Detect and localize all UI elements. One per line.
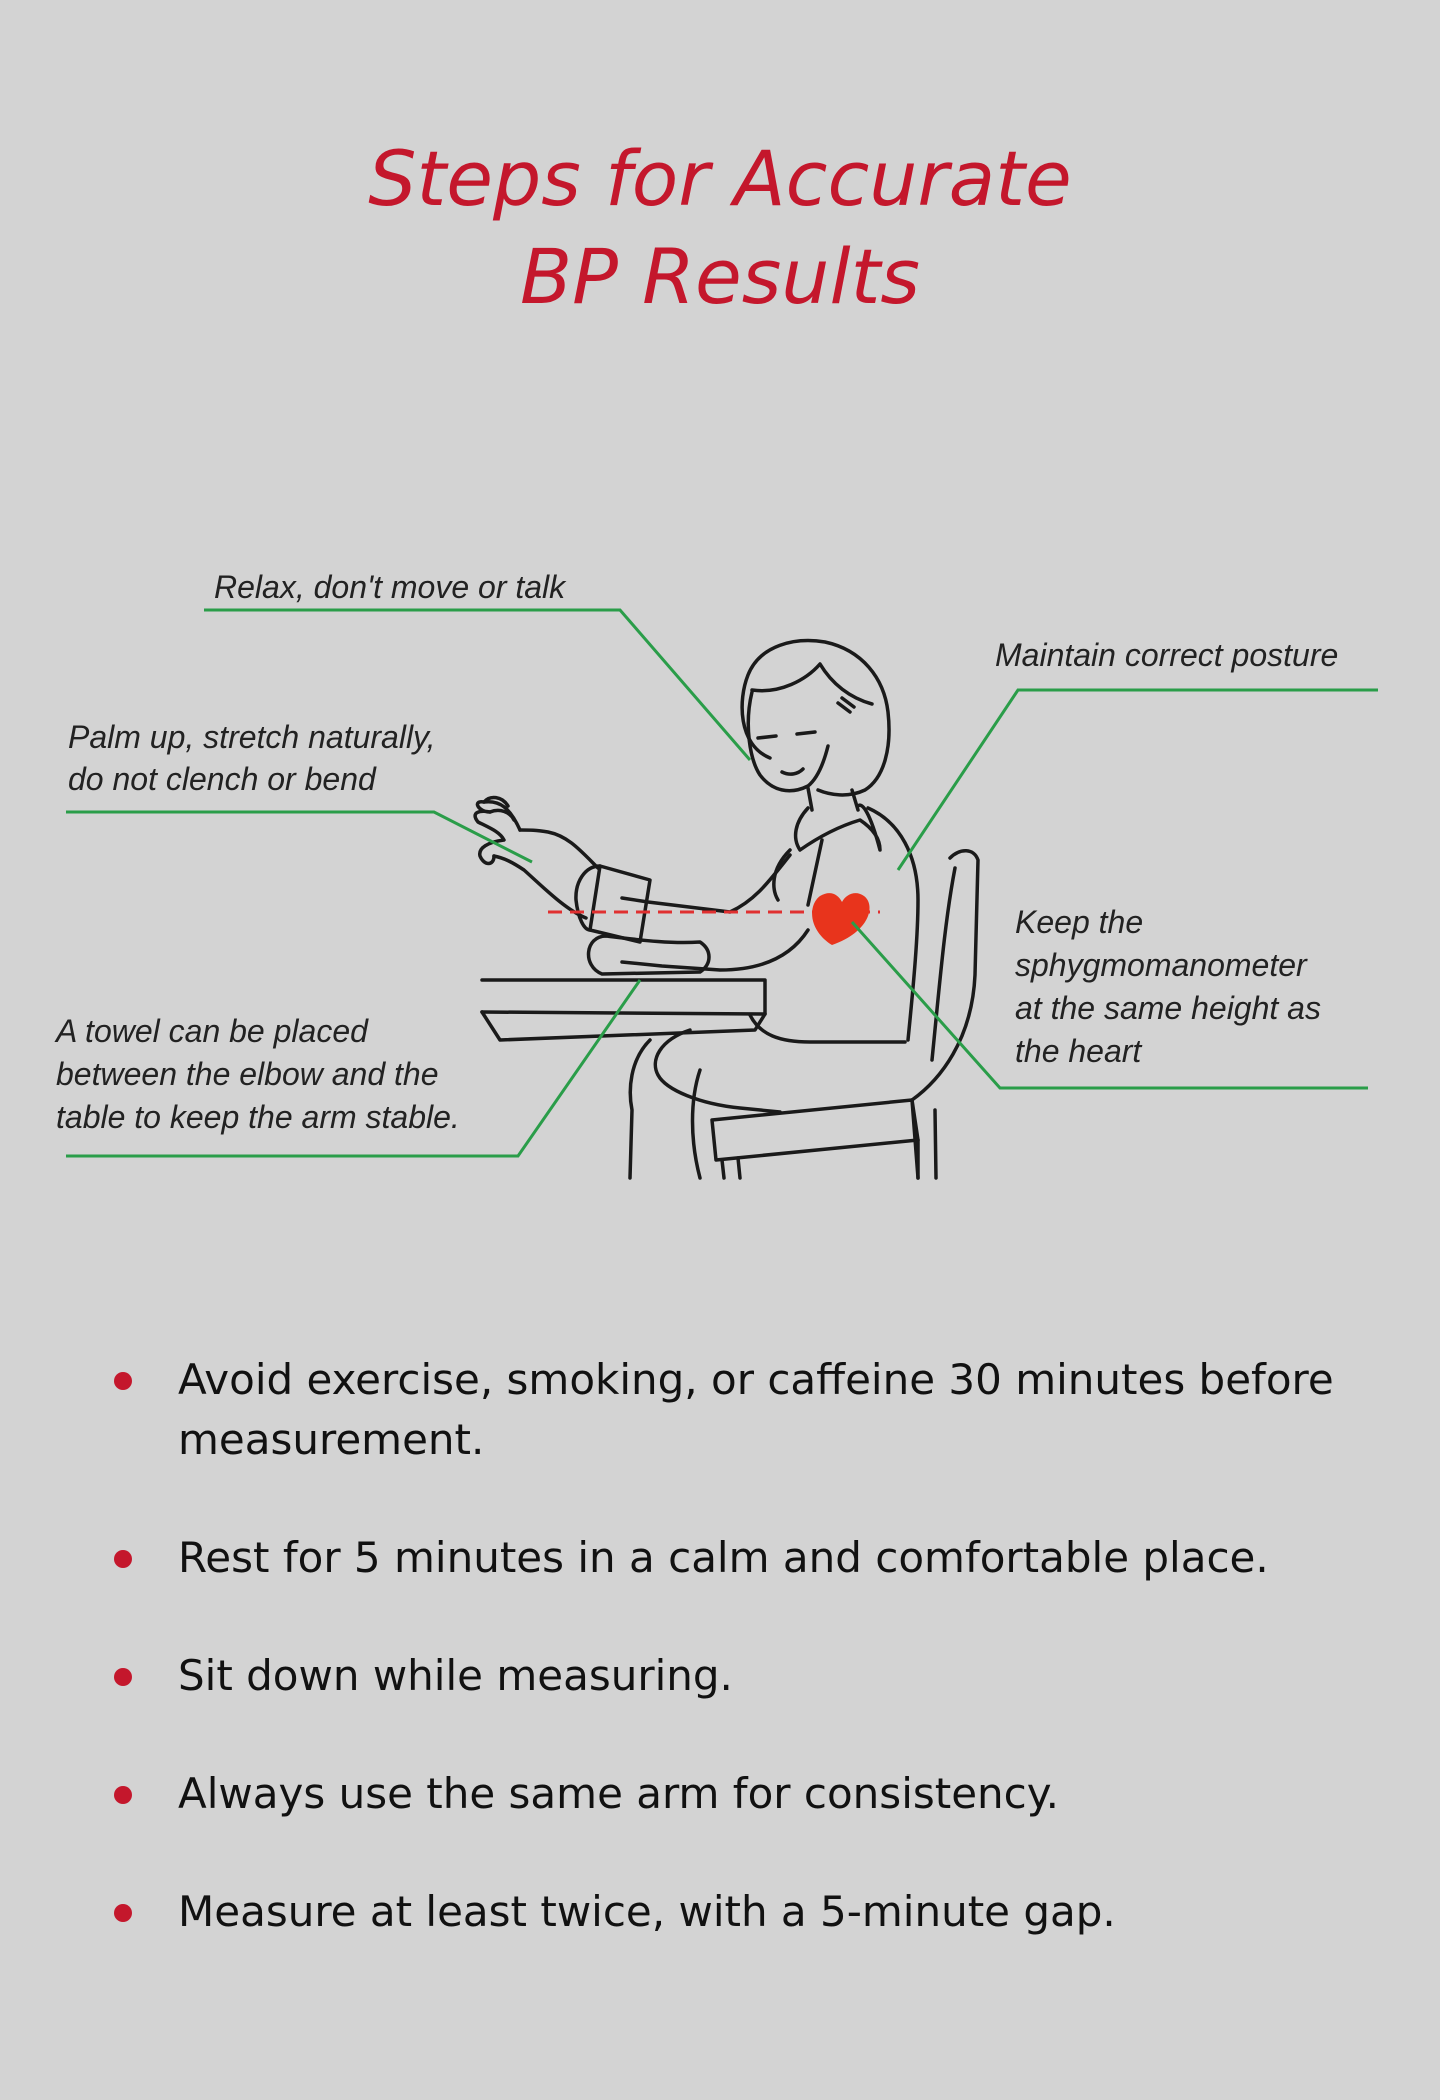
shirt-placket [808, 840, 822, 905]
tip-item: Measure at least twice, with a 5-minute gap. [178, 1882, 1378, 1942]
table-edge [482, 1012, 765, 1040]
left-eye [758, 736, 776, 738]
lap [655, 1030, 780, 1112]
face-outline [748, 692, 828, 791]
hair-clip [838, 698, 854, 712]
tip-item: Avoid exercise, smoking, or caffeine 30 minutes before measurement. [178, 1350, 1378, 1470]
note-posture: Maintain correct posture [995, 637, 1339, 673]
note-height-line-2: sphygmomanometer [1015, 947, 1307, 983]
page-title [0, 130, 1440, 326]
upper-arm-bottom [622, 930, 808, 970]
bp-posture-diagram [0, 540, 1440, 1200]
waist [750, 1015, 905, 1042]
leg-front [630, 1040, 650, 1178]
title-line-2: BP Results [520, 232, 920, 321]
note-height-line-1: Keep the [1015, 904, 1144, 940]
heart-icon [812, 893, 869, 945]
right-eye [797, 732, 815, 734]
note-height-line-3: at the same height as [1015, 990, 1321, 1026]
seated-woman-illustration [475, 641, 978, 1178]
tip-item: Sit down while measuring. [178, 1646, 1378, 1706]
torso-back [868, 808, 918, 1040]
note-palm-line-2: do not clench or bend [68, 761, 376, 797]
hair-outline [742, 641, 889, 795]
note-towel-line-2: between the elbow and the [56, 1056, 439, 1092]
tip-item: Rest for 5 minutes in a calm and comfortable place. [178, 1528, 1378, 1588]
chair-back [912, 851, 978, 1100]
tip-item: Always use the same arm for consistency. [178, 1764, 1378, 1824]
title-line-1: Steps for Accurate [368, 134, 1072, 223]
forearm-bottom [494, 856, 586, 918]
leader-posture [898, 690, 1378, 870]
chair-legs [722, 1110, 936, 1178]
chair-back-inner [932, 868, 955, 1060]
hair-fringe [752, 664, 872, 704]
leader-palm [66, 812, 532, 862]
mouth [782, 769, 803, 774]
note-relax: Relax, don't move or talk [214, 569, 566, 605]
table-top [482, 980, 765, 1014]
note-palm-line-1: Palm up, stretch naturally, [68, 719, 436, 755]
collar [796, 805, 880, 850]
note-height-line-4: the heart [1015, 1033, 1142, 1069]
bp-cuff [590, 866, 650, 942]
note-towel-line-3: table to keep the arm stable. [56, 1099, 460, 1135]
neck [808, 788, 858, 810]
note-towel-line-1: A towel can be placed [56, 1013, 368, 1049]
leg-back [693, 1070, 701, 1178]
